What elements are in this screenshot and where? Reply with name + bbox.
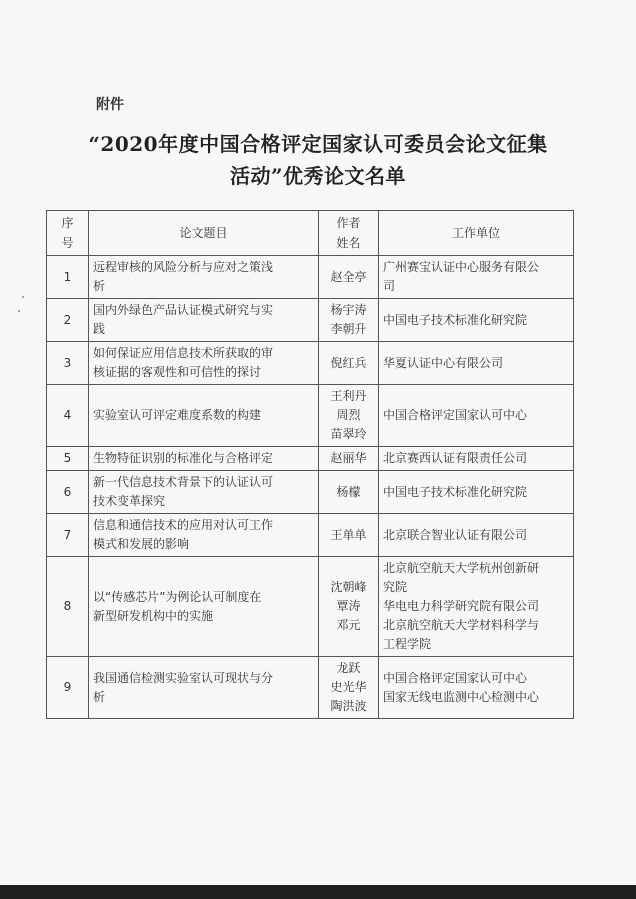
paper-topic-line: 践 [93, 322, 106, 336]
author-name: 史光华 [330, 680, 367, 694]
paper-topic [89, 385, 319, 447]
row-number: 1 [47, 256, 89, 299]
scan-edge-bar [0, 885, 636, 899]
unit-line: 北京联合智业认证有限公司 [383, 527, 528, 542]
table-row [47, 557, 574, 657]
unit-line: 中国合格评定国家认可中心 [383, 670, 528, 685]
author-name: 倪红兵 [330, 355, 367, 370]
paper-topic-line: 技术变革探究 [93, 494, 166, 508]
unit-line: 国家无线电监测中心检测中心 [383, 689, 540, 704]
paper-topic [89, 342, 319, 385]
paper-topic-line: 我国通信检测实验室认可现状与分 [93, 670, 274, 685]
unit-line: 华夏认证中心有限公司 [383, 355, 504, 370]
paper-unit [379, 256, 574, 299]
paper-authors [319, 471, 379, 514]
paper-topic [89, 447, 319, 471]
paper-topic [89, 657, 319, 719]
row-number: 6 [47, 471, 89, 514]
author-name: 陶洪波 [330, 699, 367, 713]
paper-topic-line: 析 [93, 689, 106, 704]
table-row [47, 256, 574, 299]
table-row [47, 385, 574, 447]
header-unit: 工作单位 [379, 211, 574, 256]
paper-unit [379, 471, 574, 514]
paper-topic [89, 557, 319, 657]
paper-unit [379, 299, 574, 342]
unit-line: 工程学院 [383, 637, 432, 651]
unit-line: 中国电子技术标准化研究院 [383, 484, 528, 499]
author-name: 赵全亭 [330, 269, 367, 284]
paper-topic-line: 国内外绿色产品认证模式研究与实 [93, 303, 274, 317]
unit-line: 北京赛西认证有限责任公司 [383, 451, 528, 465]
paper-topic [89, 471, 319, 514]
paper-authors [319, 342, 379, 385]
paper-authors [319, 385, 379, 447]
row-number: 4 [47, 385, 89, 447]
row-number: 8 [47, 557, 89, 657]
table-row [47, 299, 574, 342]
paper-topic-line: 实验室认可评定难度系数的构建 [93, 408, 262, 422]
unit-line: 华电电力科学研究院有限公司 [383, 599, 540, 613]
unit-line: 北京航空航天大学杭州创新研 [383, 561, 540, 575]
unit-line: 究院 [383, 580, 408, 594]
unit-line: 广州赛宝认证中心服务有限公 [383, 260, 540, 274]
author-name: 李朝升 [330, 322, 367, 336]
author-name: 龙跃 [336, 661, 361, 675]
paper-unit [379, 557, 574, 657]
table-row [47, 514, 574, 557]
document-title-line1: “2020年度中国合格评定国家认可委员会论文征集 [88, 132, 548, 156]
document-title-line2: 活动”优秀论文名单 [229, 164, 406, 188]
paper-unit [379, 447, 574, 471]
author-name: 杨宇涛 [330, 303, 367, 317]
row-number: 9 [47, 657, 89, 719]
paper-topic-line: 远程审核的风险分析与应对之策浅 [93, 260, 274, 274]
row-number: 7 [47, 514, 89, 557]
paper-topic-line: 新一代信息技术背景下的认证认可 [93, 475, 274, 489]
paper-authors [319, 256, 379, 299]
papers-table [46, 210, 574, 719]
author-name: 覃涛 [336, 599, 361, 613]
table-row [47, 447, 574, 471]
paper-topic-line: 以“传感芯片”为例论认可制度在 [93, 589, 262, 604]
author-name: 邓元 [336, 618, 361, 632]
scan-speck [22, 296, 24, 298]
table-row [47, 342, 574, 385]
paper-authors [319, 657, 379, 719]
paper-authors [319, 447, 379, 471]
paper-topic-line: 模式和发展的影响 [93, 537, 190, 551]
author-name: 赵丽华 [330, 451, 367, 465]
unit-line: 中国合格评定国家认可中心 [383, 408, 528, 422]
paper-unit [379, 385, 574, 447]
paper-topic-line: 析 [93, 279, 106, 293]
attachment-label: 附件 [96, 97, 124, 113]
paper-topic-line: 信息和通信技术的应用对认可工作 [93, 518, 274, 532]
row-number: 3 [47, 342, 89, 385]
paper-topic-line: 生物特征识别的标准化与合格评定 [93, 451, 274, 465]
header-seq-line1: 序 [61, 216, 74, 230]
header-author-line1: 作者 [336, 216, 361, 230]
header-seq-line2: 号 [61, 236, 74, 250]
paper-authors [319, 514, 379, 557]
author-name: 王单单 [330, 527, 367, 542]
author-name: 杨檬 [336, 484, 361, 499]
author-name: 周烈 [336, 408, 361, 422]
paper-unit [379, 514, 574, 557]
scan-speck [18, 310, 20, 312]
paper-topic [89, 514, 319, 557]
row-number: 2 [47, 299, 89, 342]
author-name: 沈朝峰 [330, 580, 367, 594]
table-body [47, 256, 574, 719]
paper-unit [379, 657, 574, 719]
paper-topic-line: 新型研发机构中的实施 [93, 608, 214, 623]
unit-line: 司 [383, 279, 396, 293]
table-row [47, 657, 574, 719]
table-header-row [47, 211, 574, 256]
paper-authors [319, 557, 379, 657]
header-author-line2: 姓名 [336, 236, 361, 250]
paper-topic-line: 核证据的客观性和可信性的探讨 [93, 365, 262, 379]
header-author [319, 211, 379, 256]
paper-topic-line: 如何保证应用信息技术所获取的审 [93, 346, 274, 360]
table-row [47, 471, 574, 514]
paper-unit [379, 342, 574, 385]
header-topic: 论文题目 [89, 211, 319, 256]
paper-topic [89, 256, 319, 299]
unit-line: 中国电子技术标准化研究院 [383, 312, 528, 327]
paper-topic [89, 299, 319, 342]
author-name: 王利丹 [330, 389, 367, 403]
author-name: 苗翠玲 [330, 427, 367, 441]
paper-authors [319, 299, 379, 342]
header-seq [47, 211, 89, 256]
row-number: 5 [47, 447, 89, 471]
unit-line: 北京航空航天大学材料科学与 [383, 618, 540, 632]
